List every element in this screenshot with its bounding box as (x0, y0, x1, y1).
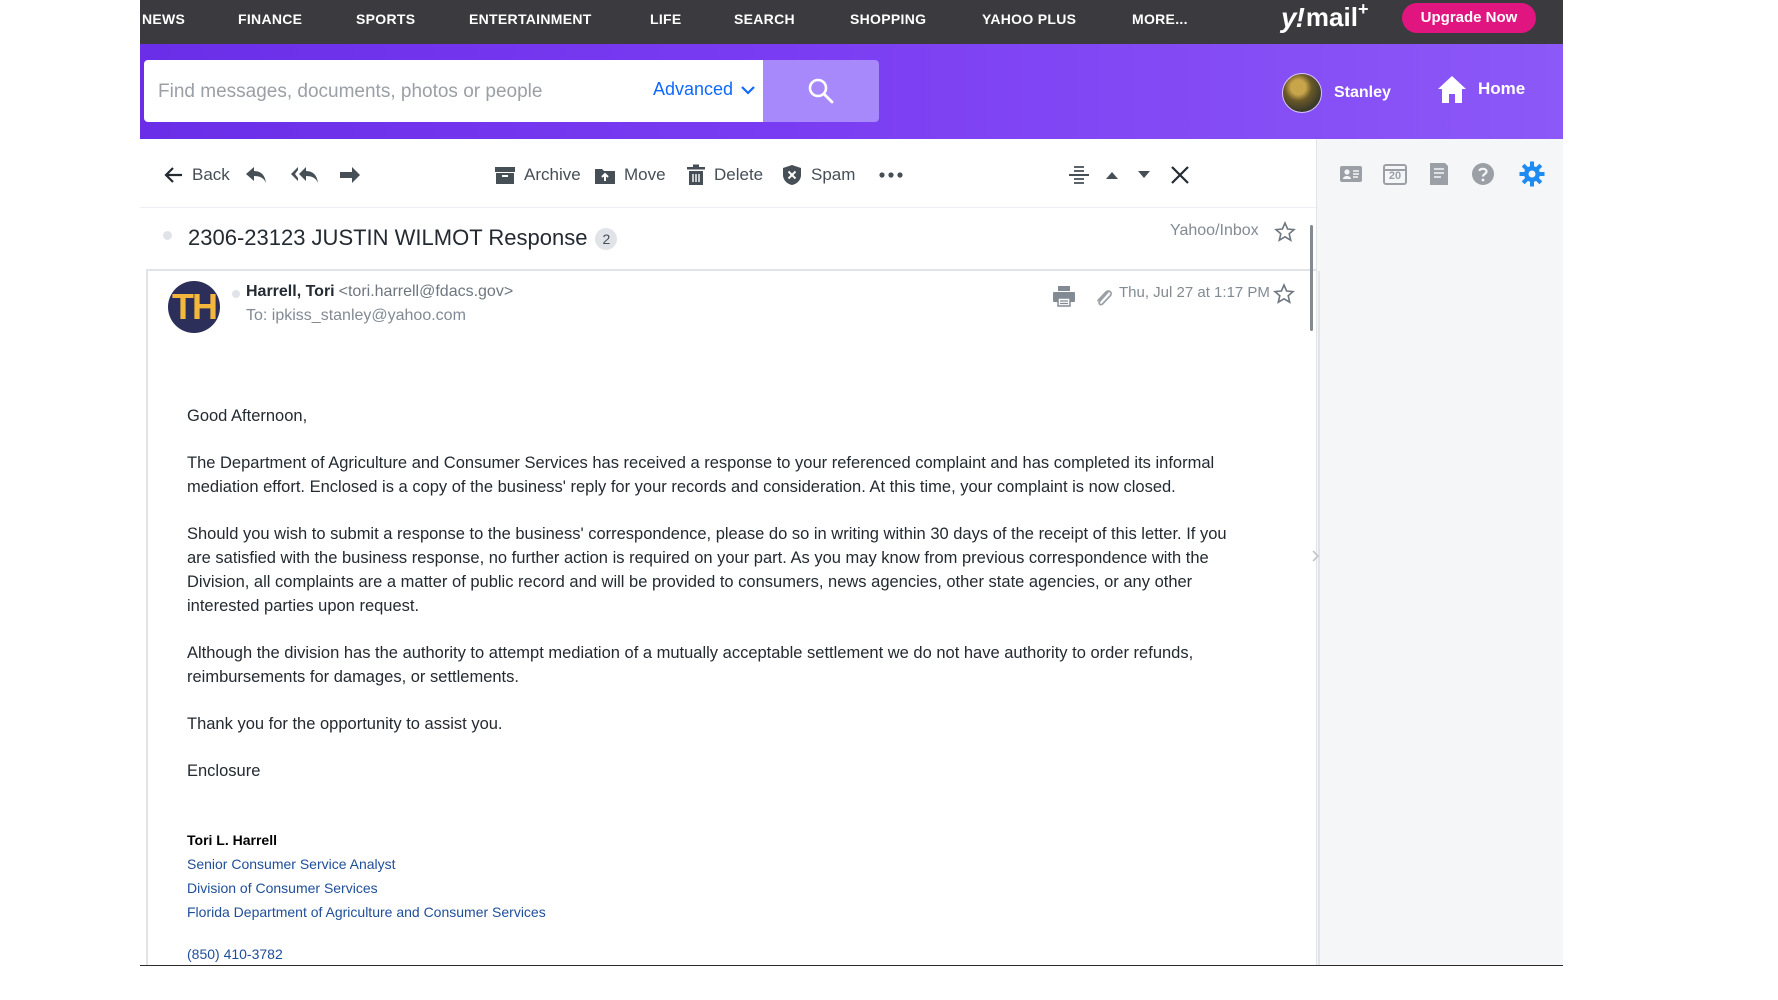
sender[interactable] (246, 283, 513, 301)
reply-button[interactable] (244, 162, 268, 188)
body-paragraph-2: Should you wish to submit a response to the business' correspondence, please do so in writing within 30 days of the receipt of this letter. If you are satisfied with the business response, no further action is required on your part. As you may know from previous correspondence with the Division, all complaints are a matter of public record and will be provided to consumers, news agencies, other state agencies, or any other interested parties upon request. (187, 525, 1227, 615)
settings-icon[interactable] (1519, 161, 1545, 187)
nav-more[interactable]: MORE... (1132, 11, 1188, 27)
sender-status-dot (232, 290, 240, 298)
right-rail (1316, 139, 1563, 965)
spam-label: Spam (811, 165, 856, 184)
nav-entertainment[interactable]: ENTERTAINMENT (469, 11, 592, 27)
sender-name: Harrell, Tori (246, 283, 335, 300)
body-paragraph-3: Although the division has the authority to attempt mediation of a mutually acceptable settlement we do not have authority to order refunds, reimbursements for damages, or settlements. (187, 644, 1194, 686)
nav-search[interactable]: SEARCH (734, 11, 795, 27)
sender-email: <tori.harrell@fdacs.gov> (338, 283, 514, 300)
thread-subject (188, 225, 617, 251)
thread-count-badge: 2 (595, 228, 617, 250)
yahoo-mail-plus-logo[interactable] (1281, 2, 1368, 36)
move-button[interactable] (594, 162, 666, 188)
profile-name: Stanley (1334, 84, 1391, 101)
recipient-line[interactable]: To: ipkiss_stanley@yahoo.com (246, 307, 466, 324)
signature-title: Senior Consumer Service Analyst (187, 856, 396, 872)
reply-all-icon (290, 165, 320, 185)
collapse-icon (1068, 164, 1090, 186)
contacts-icon[interactable] (1338, 161, 1364, 187)
caret-down-icon (1136, 169, 1152, 181)
logo-mail: mail (1305, 2, 1358, 32)
signature-department: Florida Department of Agriculture and Consumer Services (187, 904, 546, 920)
home-link[interactable] (1436, 74, 1525, 104)
nav-yahoo-plus[interactable]: YAHOO PLUS (982, 11, 1077, 27)
expand-rail-button[interactable] (1303, 538, 1329, 574)
previous-message-button[interactable] (1104, 162, 1120, 188)
chevron-right-icon (1303, 538, 1329, 574)
signature-name: Tori L. Harrell (187, 832, 277, 848)
print-icon[interactable] (1052, 285, 1076, 307)
close-message-button[interactable] (1170, 162, 1190, 188)
more-actions-button[interactable] (878, 162, 904, 188)
close-icon (1170, 165, 1190, 185)
logo-y: y! (1281, 2, 1304, 33)
back-label: Back (192, 165, 230, 184)
shield-icon (781, 164, 803, 186)
home-icon (1436, 74, 1468, 104)
upgrade-now-button[interactable]: Upgrade Now (1402, 3, 1536, 33)
window-bottom-edge (140, 965, 1563, 966)
logo-plus: + (1357, 0, 1369, 19)
subject-text: 2306-23123 JUSTIN WILMOT Response (188, 225, 588, 250)
calendar-day: 20 (1388, 170, 1402, 182)
body-greeting: Good Afternoon, (187, 407, 308, 425)
folder-path[interactable]: Yahoo/Inbox (1170, 222, 1259, 239)
body-paragraph-4: Thank you for the opportunity to assist you. (187, 715, 503, 733)
move-label: Move (624, 165, 666, 184)
arrow-left-icon (164, 166, 184, 184)
advanced-label: Advanced (653, 79, 734, 99)
search-input[interactable] (156, 78, 620, 106)
help-icon[interactable] (1470, 161, 1496, 187)
more-dots-icon (878, 171, 904, 179)
archive-icon (494, 165, 516, 185)
forward-button[interactable] (338, 162, 362, 188)
message-date: Thu, Jul 27 at 1:17 PM (1119, 284, 1270, 301)
delete-label: Delete (714, 165, 764, 184)
thread-subject-row (146, 207, 1316, 271)
archive-button[interactable] (494, 162, 581, 188)
signature-block (187, 828, 546, 965)
top-nav (140, 0, 1563, 44)
nav-finance[interactable]: FINANCE (238, 11, 303, 27)
back-button[interactable] (164, 162, 230, 188)
message-toolbar (140, 139, 1316, 208)
search-box (144, 60, 763, 122)
nav-life[interactable]: LIFE (650, 11, 682, 27)
delete-button[interactable] (686, 162, 763, 188)
spam-button[interactable] (781, 162, 855, 188)
forward-icon (338, 165, 362, 185)
advanced-search-dropdown[interactable] (653, 79, 755, 100)
sender-avatar[interactable]: TH (168, 281, 220, 333)
star-icon[interactable] (1274, 221, 1296, 243)
reply-icon (244, 165, 268, 185)
home-label: Home (1478, 79, 1526, 98)
message-body (187, 404, 1227, 806)
next-message-button[interactable] (1136, 162, 1152, 188)
paperclip-icon[interactable] (1094, 287, 1114, 309)
chevron-down-icon (741, 85, 755, 95)
profile-menu[interactable] (1282, 73, 1391, 113)
unread-indicator[interactable] (163, 231, 172, 240)
nav-shopping[interactable]: SHOPPING (850, 11, 927, 27)
search-button[interactable] (763, 60, 879, 122)
signature-division: Division of Consumer Services (187, 880, 378, 896)
message-star-icon[interactable] (1273, 283, 1295, 305)
move-folder-icon (594, 165, 616, 185)
reply-all-button[interactable] (290, 162, 320, 188)
header-band (140, 44, 1563, 139)
calendar-icon[interactable] (1382, 161, 1408, 187)
caret-up-icon (1104, 169, 1120, 181)
body-enclosure: Enclosure (187, 762, 261, 780)
notepad-icon[interactable] (1426, 161, 1452, 187)
signature-phone: (850) 410-3782 (187, 946, 283, 962)
avatar (1282, 73, 1322, 113)
message-scrollbar-thumb[interactable] (1310, 225, 1313, 331)
yahoo-mail-app (140, 0, 1563, 965)
search-icon (807, 77, 835, 105)
nav-sports[interactable]: SPORTS (356, 11, 416, 27)
trash-icon (686, 164, 706, 186)
archive-label: Archive (524, 165, 581, 184)
body-paragraph-1: The Department of Agriculture and Consumer Services has received a response to your referenced complaint and has completed its informal mediation effort. Enclosed is a copy of the business' reply for your records and consideration. At this time, your complaint is now closed. (187, 454, 1215, 496)
nav-news[interactable]: NEWS (142, 11, 186, 27)
collapse-expand-button[interactable] (1068, 162, 1090, 188)
message-panel (146, 271, 1320, 965)
